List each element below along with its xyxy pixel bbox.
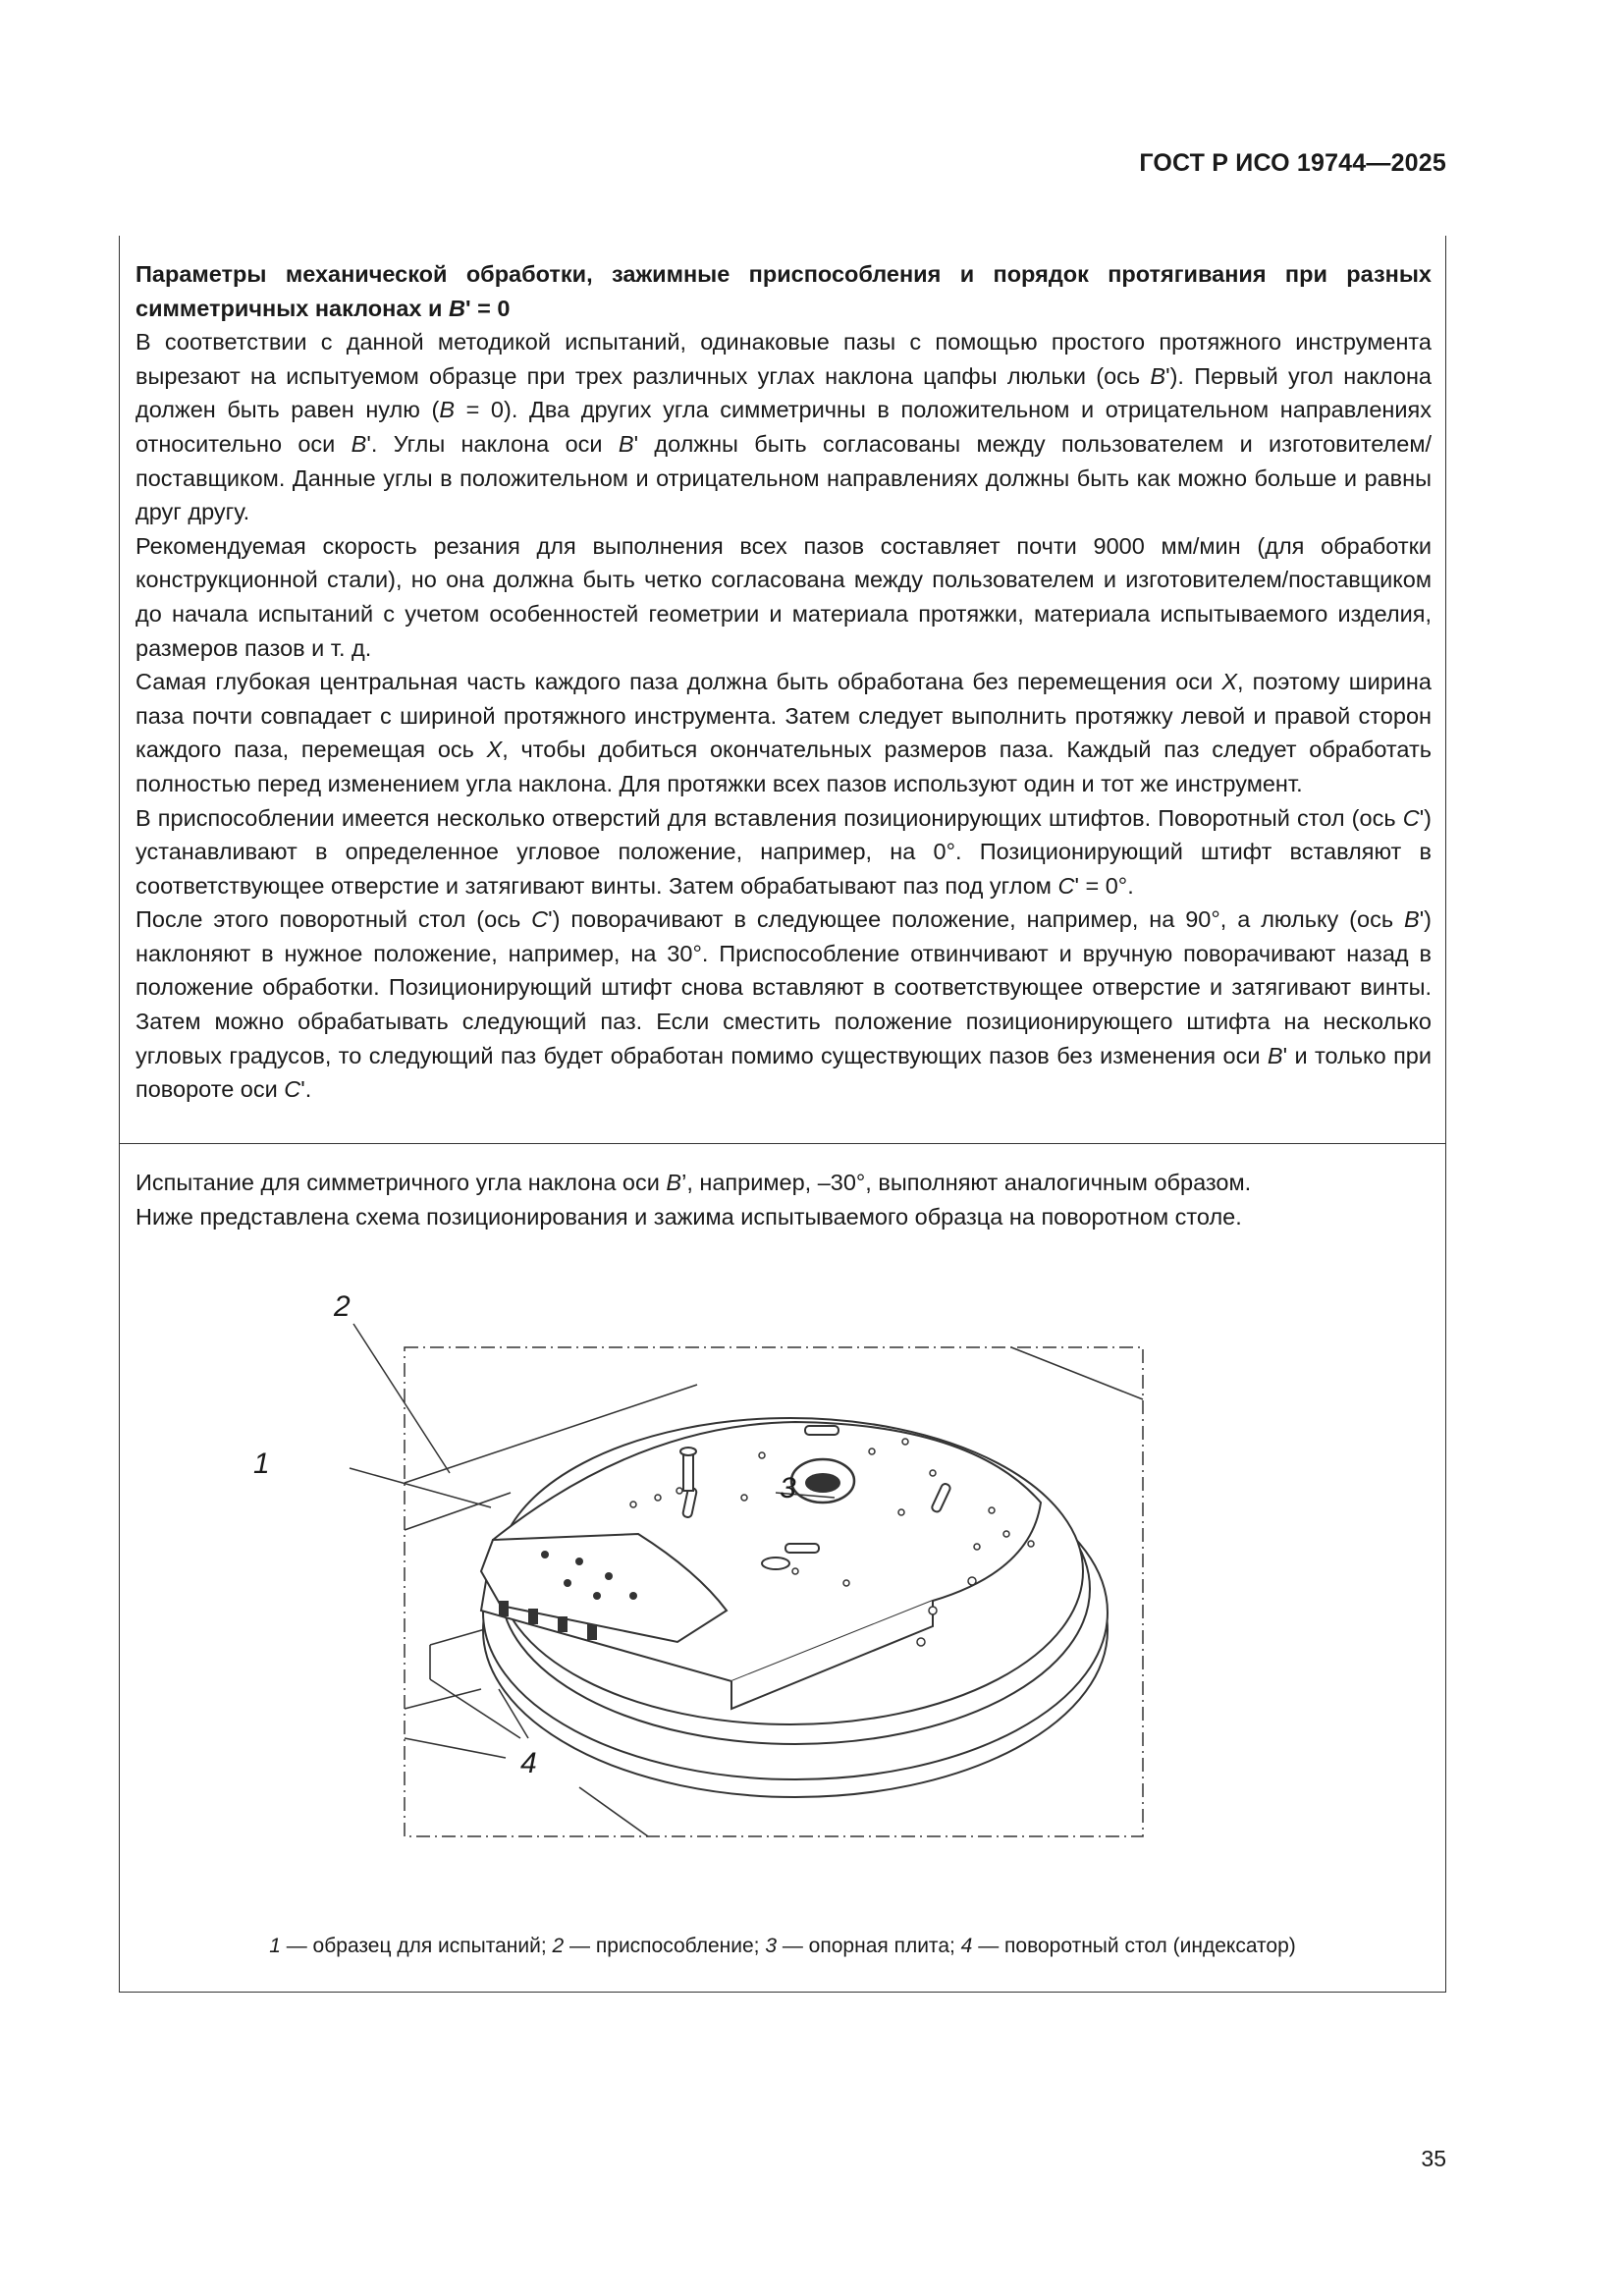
caption-text-1: — образец для испытаний;	[280, 1935, 553, 1957]
p1-c: '). Первый угол наклона должен быть равен нулю (	[135, 362, 1432, 423]
section2-paragraph-1	[135, 1166, 1432, 1200]
p5-a: После этого поворотный стол (ось	[135, 906, 532, 933]
p3-a: Самая глубокая центральная часть каждого паза должна быть обработана без перемещения оси	[135, 669, 1222, 695]
caption-num-1: 1	[269, 1935, 281, 1957]
caption-num-3: 3	[765, 1935, 778, 1957]
p4-e: ' = 0°.	[1074, 872, 1134, 899]
callout-1: 1	[253, 1448, 270, 1480]
p4-c: ') устанавливают в определенное угловое положение, например, на 0°. Позиционирующий штифт вставляют в соответствующее отверстие и затягивают винты. Затем обрабатывают паз под углом	[135, 804, 1432, 899]
text-frame-top	[119, 236, 1446, 1144]
caption-text-4: — поворотный стол (индексатор)	[972, 1935, 1296, 1957]
p5-d: B	[1404, 906, 1420, 933]
heading-var: B	[448, 295, 465, 321]
paragraph-5	[135, 902, 1432, 1107]
paragraph-1	[135, 325, 1432, 529]
p5-h: C	[284, 1076, 301, 1103]
section1-text	[135, 257, 1432, 1107]
s2-p1-a: Испытание для симметричного угла наклона оси	[135, 1170, 667, 1195]
page-number: 35	[1421, 2146, 1446, 2171]
p1-d: B	[439, 397, 455, 423]
p1-h: B	[618, 430, 634, 457]
document-header: ГОСТ Р ИСО 19744—2025	[1139, 149, 1446, 177]
figure-caption	[119, 1935, 1446, 1958]
p3-e: , чтобы добиться окончательных размеров паза. Каждый паз следует обработать полностью перед изменением угла наклона. Для протяжки всех пазов используют один и тот же инструмент.	[135, 737, 1432, 796]
p5-e: ') наклоняют в нужное положение, например, на 30°. Приспособление отвинчивают и вручную поворачивают назад в положение обработки. Позиционирующий штифт снова вставляют в соответствующее отверстие и затягивают винты. Затем можно обрабатывать следующий паз. Если сместить положение позиционирующего штифта на несколько угловых градусов, то следующий паз будет обработан помимо существующих пазов без изменения оси	[135, 906, 1432, 1068]
caption-num-4: 4	[960, 1935, 973, 1957]
section2-paragraph-2: Ниже представлена схема позиционирования и зажима испытываемого образца на поворотном столе.	[135, 1203, 1242, 1230]
p4-d: C	[1057, 872, 1075, 899]
p1-i: ' должны быть согласованы между пользователем и изготовителем/поставщиком. Данные углы в положительном и отрицательном направлениях должны быть как можно больше и равны друг другу.	[135, 430, 1433, 525]
paragraph-3	[135, 665, 1432, 800]
p1-e: = 0). Два других угла симметричны в положительном и отрицательном направлениях относительно оси	[135, 397, 1433, 457]
p1-g: '. Углы наклона оси	[366, 430, 619, 457]
p5-i: '.	[300, 1076, 312, 1103]
p5-f: B	[1267, 1042, 1283, 1068]
s2-p1-c: ’, например, –30°, выполняют аналогичным образом.	[681, 1170, 1252, 1195]
section2-text	[135, 1166, 1432, 1233]
p4-a: В приспособлении имеется несколько отверстий для вставления позиционирующих штифтов. Поворотный стол (ось	[135, 804, 1403, 831]
callout-2: 2	[334, 1290, 351, 1323]
heading-text: Параметры механической обработки, зажимные приспособления и порядок протягивания при разных симметричных наклонах и	[135, 261, 1432, 321]
p4-b: C	[1402, 804, 1420, 831]
caption-num-2: 2	[552, 1935, 565, 1957]
p5-c: ') поворачивают в следующее положение, например, на 90°, а люльку (ось	[548, 906, 1404, 933]
p5-b: C	[531, 906, 549, 933]
p5-g: ' и только при повороте оси	[135, 1042, 1432, 1103]
p1-b: B	[1150, 362, 1166, 389]
caption-text-2: — приспособление;	[564, 1935, 766, 1957]
heading-text-end: ' = 0	[464, 295, 511, 321]
paragraph-4	[135, 801, 1432, 903]
callout-4: 4	[520, 1747, 537, 1779]
p3-c: , поэтому ширина паза почти совпадает с шириной протяжного инструмента. Затем следует выполнить протяжку левой и правой сторон каждого паза, перемещая ось	[135, 669, 1432, 763]
s2-p1-b: B	[666, 1170, 682, 1195]
caption-text-3: — опорная плита;	[777, 1935, 961, 1957]
paragraph-2: Рекомендуемая скорость резания для выполнения всех пазов составляет почти 9000 мм/мин (для обработки конструкционной стали), но она должна быть четко согласована между пользователем и изготовителем/поставщиком до начала испытаний с учетом особенностей геометрии и материала протяжки, материала испытываемого изделия, размеров пазов и т. д.	[135, 532, 1432, 661]
p1-f: B	[351, 430, 367, 457]
callout-3: 3	[780, 1472, 796, 1504]
p1-a: В соответствии с данной методикой испытаний, одинаковые пазы с помощью простого протяжного инструмента вырезают на испытуемом образце при трех различных углах наклона цапфы люльки (ось	[135, 329, 1432, 389]
p3-d: X	[486, 737, 503, 763]
p3-b: X	[1221, 669, 1237, 695]
fixture-figure	[253, 1277, 1168, 1905]
section1-heading	[135, 257, 1432, 325]
